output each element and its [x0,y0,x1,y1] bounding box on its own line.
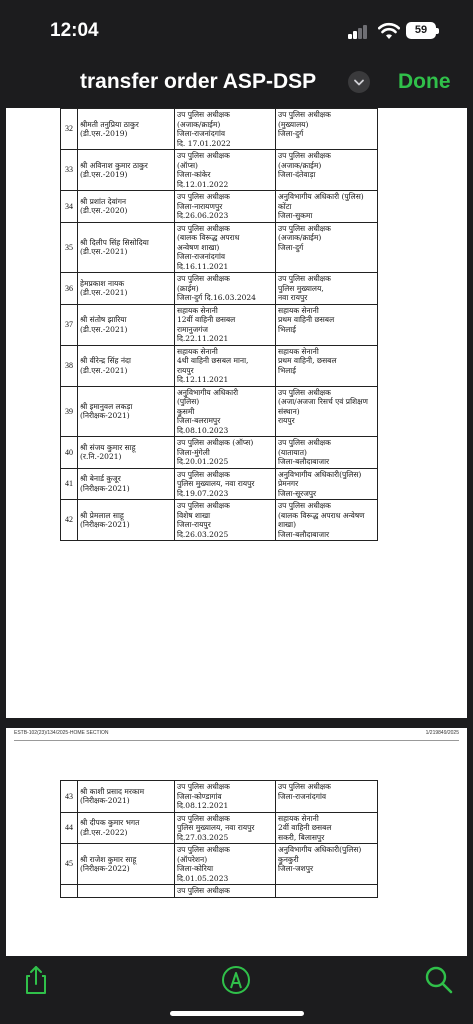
new-posting-line: (अजा/अजजा रिसर्च एवं प्रशिक्षण [278,397,368,406]
officer-name [78,386,175,437]
new-posting-line: जिला-जशपुर [278,864,314,873]
current-posting [175,273,276,305]
new-posting-line: (यातायात) [278,447,307,457]
current-posting-line: दि.12.01.2022 [177,179,229,189]
bottom-toolbar [0,956,473,1024]
serial-number: 42 [61,500,78,541]
current-posting-line: उप पुलिस अधीक्षक [177,110,230,119]
current-posting-line: जिला-नारायणपुर [177,201,223,211]
document-title[interactable]: transfer order ASP-DSP [80,70,317,93]
officer-name-line: (डी.एस.-2021) [80,365,128,375]
table-row [61,386,378,437]
officer-name-line: (डी.एस.-2020) [80,206,128,216]
new-posting-line: कोंटा [278,201,292,211]
officer-name-line: (डी.एस.-2022) [80,827,128,837]
current-posting-line: पुलिस मुख्यालय, नवा रायपुर [177,823,255,832]
current-posting [175,500,276,541]
home-indicator [170,1011,304,1016]
new-posting-line: सहायक सेनानी [278,305,319,315]
wifi-icon [378,22,400,40]
current-posting [175,437,276,469]
new-posting [276,273,378,305]
table-row [61,345,378,386]
officer-name-line: श्री राजेश कुमार साहू [80,854,137,864]
current-posting-line: अन्वेषण शाखा) [177,242,220,252]
current-posting-line: जिला-राजनांदगांव [177,129,226,138]
current-posting-line: (बालक विरूद्ध अपराध [177,233,240,242]
table-row [61,844,378,885]
current-posting-line: उप पुलिस अधीक्षक [177,501,230,510]
new-posting [276,468,378,500]
new-posting-line: उप पुलिस अधीक्षक [278,438,331,447]
serial-number: 44 [61,812,78,844]
current-posting [175,191,276,223]
new-posting [276,885,378,898]
officer-name-line: हेमप्रकाश नायक [80,278,125,288]
current-posting [175,304,276,345]
current-posting-line: जिला-राजनांदगांव [177,252,226,261]
battery-icon [406,22,436,39]
current-posting [175,386,276,437]
officer-name [78,812,175,844]
serial-number: 35 [61,222,78,273]
current-posting-line: दि.26.06.2023 [177,211,229,220]
officer-name-line: श्री दीपक कुमार भगत [80,818,140,828]
officer-name-line: (निरीक्षक-2021) [80,796,130,806]
new-posting-line: अनुविभागीय अधिकारी (पुलिस) [278,192,364,201]
new-posting-line: प्रथम वाहिनी, छसबल [278,356,337,365]
new-posting [276,304,378,345]
current-posting-line: (ऑप्स) [177,160,198,170]
current-posting-line: सहायक सेनानी [177,305,218,315]
new-posting-line: प्रेमनगर [278,479,299,488]
current-posting-line: जिला-कोण्डागांव [177,791,222,801]
markup-button[interactable] [220,964,252,996]
current-posting-line: दि.19.07.2023 [177,488,229,498]
officer-name-line: श्री बेनार्ड कुजूर [80,474,121,484]
table-row [61,500,378,541]
table-row [61,109,378,150]
current-posting-line: (क्राईम) [177,283,199,293]
officer-name-line: (र.नि.-2021) [80,452,122,462]
new-posting-line: शाखा) [278,520,297,529]
new-posting [276,437,378,469]
page-header [14,730,459,740]
battery-level: 59 [414,24,428,36]
officer-name-line: श्री दिलीप सिंह सिसोदिया [80,237,149,247]
current-posting-line: कुसमी [177,406,195,416]
share-icon [20,964,52,996]
done-button[interactable]: Done [398,70,451,93]
current-posting-line: उप पुलिस अधीक्षक [177,813,230,823]
serial-number: 32 [61,109,78,150]
current-posting-line: 4थी वाहिनी छसबल माना, [177,356,249,365]
current-posting-line: (ऑपरेशन) [177,854,208,864]
officer-name-line: (डी.एस.-2021) [80,288,128,298]
current-posting [175,345,276,386]
search-icon [423,964,455,996]
officer-name-line: श्री संतोष झारिया [80,315,127,324]
officer-name-line: (निरीक्षक-2021) [80,520,130,529]
new-posting-line: अनुविभागीय अधिकारी(पुलिस) [278,845,362,854]
serial-number [61,885,78,898]
header-divider [14,740,459,741]
title-menu-button[interactable] [348,71,370,93]
serial-number: 43 [61,781,78,813]
status-bar [0,0,473,62]
officer-name [78,150,175,191]
page-header-document-id: 1/219849/2025 [425,730,459,736]
new-posting [276,191,378,223]
current-posting-line: सहायक सेनानी [177,346,218,356]
new-posting-line: (अजाक/क्राईम) [278,233,322,242]
new-posting-line: उप पुलिस अधीक्षक [278,110,331,119]
page-separator [6,718,467,728]
current-posting [175,109,276,150]
officer-name-line: श्री इमानुवल लकड़ा [80,401,133,411]
current-posting-line: जिला-दुर्ग दि.16.03.2024 [177,293,256,302]
current-posting-line: विशेष शाखा [177,510,211,520]
new-posting-line: जिला-दंतेवाड़ा [278,170,316,179]
new-posting [276,345,378,386]
current-posting-line: उप पुलिस अधीक्षक [177,886,230,895]
serial-number: 38 [61,345,78,386]
current-posting-line: 12वीं वाहिनी छसबल [177,315,236,324]
officer-name-line: श्री काशी प्रसाद मरकाम [80,786,145,796]
current-posting [175,812,276,844]
current-posting [175,781,276,813]
officer-name-line: (डी.एस.-2021) [80,247,128,257]
new-posting-line: सहायक सेनानी [278,813,319,823]
table-row [61,222,378,273]
new-posting-line: उप पुलिस अधीक्षक [278,223,331,233]
serial-number: 37 [61,304,78,345]
new-posting [276,781,378,813]
markup-icon [220,964,252,996]
new-posting-line: जिला-बलौदाबाजार [278,457,330,466]
officer-name [78,345,175,386]
current-posting-line: दि.01.05.2023 [177,873,229,883]
officer-name-line: (डी.एस.-2021) [80,324,128,334]
new-posting-line: भिलाई [278,324,296,334]
new-posting [276,812,378,844]
current-posting [175,150,276,191]
officer-name-line: (निरीक्षक-2022) [80,864,130,873]
new-posting-line: सहायक सेनानी [278,346,319,356]
serial-number: 36 [61,273,78,305]
current-posting-line: उप पुलिस अधीक्षक [177,845,230,854]
current-posting-line: दि.22.11.2021 [177,334,229,343]
officer-name-line: श्रीमती तनुप्रिया ठाकुर [80,119,139,129]
chevron-down-icon [348,71,370,93]
officer-name-line: श्री संजय कुमार साहू [80,442,136,452]
serial-number: 34 [61,191,78,223]
current-posting [175,885,276,898]
search-button[interactable] [423,964,455,996]
serial-number: 40 [61,437,78,469]
new-posting [276,386,378,437]
status-time: 12:04 [50,20,99,41]
transfer-table-page-1 [60,108,378,541]
table-row [61,437,378,469]
serial-number: 33 [61,150,78,191]
new-posting [276,150,378,191]
current-posting [175,844,276,885]
officer-name [78,222,175,273]
current-posting-line: जिला-बलरामपुर [177,416,221,425]
officer-name [78,781,175,813]
new-posting-line: भिलाई [278,365,296,375]
current-posting-line: अनुविभागीय अधिकारी [177,387,239,397]
officer-name-line: (निरीक्षक-2021) [80,411,130,421]
new-posting [276,109,378,150]
page-header-file-number: ESTB-102(23)/134/2025-HOME SECTION [14,730,109,736]
new-posting-line: (बालक विरूद्ध अपराध अन्वेषण [278,510,365,520]
new-posting-line: (अजाक/क्राईम) [278,160,322,170]
new-posting [276,500,378,541]
current-posting-line: जिला-मुंगेली [177,447,210,457]
current-posting-line: उप पुलिस अधीक्षक [177,469,230,479]
table-row [61,781,378,813]
document-nav-bar [0,62,473,108]
table-row [61,812,378,844]
current-posting [175,222,276,273]
new-posting-line: (मुख्यालय) [278,119,309,129]
document-page-1[interactable] [6,108,467,718]
transfer-table-page-2 [60,780,378,898]
new-posting-line: पुलिस मुख्यालय, [278,283,324,293]
current-posting-line: उप पुलिस अधीक्षक [177,151,230,160]
new-posting-line: कुनकुरी [278,854,299,864]
officer-name [78,109,175,150]
new-posting-line: नवा रायपुर [278,293,308,302]
current-posting-line: दि.26.03.2025 [177,529,229,539]
new-posting-line: उप पुलिस अधीक्षक [278,501,331,510]
table-row [61,273,378,305]
current-posting-line: दि.08.10.2023 [177,425,229,435]
new-posting-line: संस्थान) [278,406,300,416]
serial-number: 39 [61,386,78,437]
current-posting-line: उप पुलिस अधीक्षक [177,782,230,791]
current-posting-line: (अजाक/क्राईम) [177,119,221,129]
officer-name [78,437,175,469]
table-row [61,468,378,500]
current-posting-line: उप पुलिस अधीक्षक [177,274,230,283]
new-posting-line: उप पुलिस अधीक्षक [278,151,331,160]
officer-name-line: श्री प्रेमलाल साहू [80,510,124,520]
current-posting-line: दि. 17.01.2022 [177,138,231,148]
current-posting-line: जिला-कोरिया [177,864,214,873]
new-posting-line: 2वीं वाहिनी छसबल [278,823,332,832]
officer-name [78,304,175,345]
officer-name [78,885,175,898]
table-row [61,150,378,191]
new-posting-line: जिला-दुर्ग [278,242,304,252]
new-posting-line: रायपुर [278,416,295,425]
new-posting-line: उप पुलिस अधीक्षक [278,274,331,283]
table-row [61,885,378,898]
officer-name [78,273,175,305]
new-posting-line: जिला-राजनांदगांव [278,791,327,801]
current-posting-line: उप पुलिस अधीक्षक (ऑप्स) [177,438,254,447]
serial-number: 45 [61,844,78,885]
new-posting-line: जिला-सुकमा [278,211,313,220]
table-row [61,191,378,223]
officer-name [78,844,175,885]
current-posting-line: (पुलिस) [177,397,200,406]
current-posting-line: दि.08.12.2021 [177,801,229,810]
new-posting-line: जिला-दुर्ग [278,129,304,138]
new-posting-line: प्रथम वाहिनी छसबल [278,315,335,324]
new-posting-line: सकरी, बिलासपुर [278,832,325,842]
new-posting-line: जिला-सूरजपुर [278,488,317,498]
new-posting-line: उप पुलिस अधीक्षक [278,387,331,397]
current-posting-line: दि.12.11.2021 [177,375,229,384]
current-posting-line: दि.20.01.2025 [177,457,229,466]
new-posting [276,844,378,885]
share-button[interactable] [20,964,52,996]
officer-name-line: (डी.एस.-2019) [80,170,128,179]
current-posting-line: उप पुलिस अधीक्षक [177,192,230,201]
current-posting-line: रायपुर [177,365,194,375]
current-posting-line: जिला-रायपुर [177,520,211,529]
officer-name [78,500,175,541]
new-posting-line: जिला-बलौदाबाजार [278,529,330,539]
serial-number: 41 [61,468,78,500]
officer-name-line: श्री अविनाश कुमार ठाकुर [80,160,148,170]
current-posting-line: दि.27.03.2025 [177,832,229,842]
current-posting-line: दि.16.11.2021 [177,261,229,271]
officer-name [78,191,175,223]
officer-name-line: श्री प्रशांत देवांगन [80,196,127,206]
current-posting-line: पुलिस मुख्यालय, नवा रायपुर [177,479,255,488]
new-posting-line: उप पुलिस अधीक्षक [278,782,331,791]
new-posting [276,222,378,273]
officer-name-line: श्री वीरेन्द्र सिंह नंदा [80,356,131,365]
current-posting-line: उप पुलिस अधीक्षक [177,223,230,233]
table-row [61,304,378,345]
cellular-signal-icon [348,25,368,39]
current-posting-line: जिला-कांकेर [177,170,211,179]
document-page-2[interactable] [6,728,467,956]
officer-name [78,468,175,500]
current-posting-line: रामानुजगंज [177,324,208,334]
officer-name-line: (डी.एस.-2019) [80,129,128,138]
officer-name-line: (निरीक्षक-2021) [80,483,130,493]
current-posting [175,468,276,500]
new-posting-line: अनुविभागीय अधिकारी(पुलिस) [278,469,362,479]
